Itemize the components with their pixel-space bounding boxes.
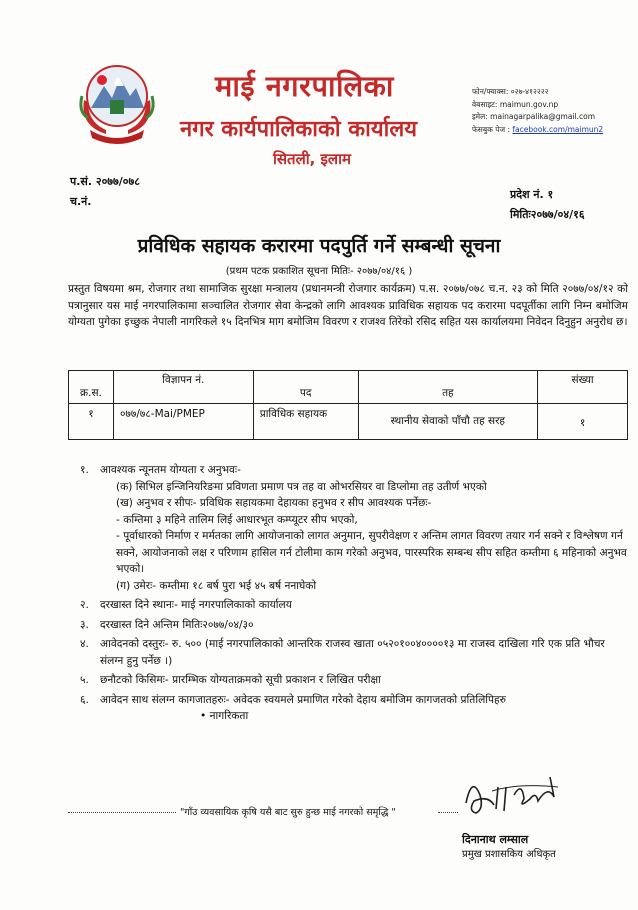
item-number: ६.	[80, 693, 89, 706]
divider	[68, 812, 176, 813]
list-item: • नागरिकता	[200, 710, 249, 722]
reference-left	[70, 172, 140, 212]
notice-subtitle: (प्रथम पटक प्रकाशित सूचना मितिः- २०७७/०४/१६ )	[225, 266, 413, 277]
contact-email: इमेल: mainagarpalika@gmail.com	[472, 112, 596, 121]
item-number: ३.	[80, 618, 89, 631]
reference-right	[510, 185, 585, 225]
table-header: संख्या	[538, 371, 628, 404]
vacancy-table	[68, 370, 628, 440]
signature-icon	[458, 765, 583, 820]
item-number: ५.	[80, 674, 89, 686]
list-item: - कम्तिमा ३ महिने तालिम लिई आधारभूत कम्प्यूटर सीप भएको,	[116, 513, 358, 526]
item-text: दरखास्त दिने अन्तिम मितिः२०७७/०४/३०	[100, 618, 254, 631]
table-header: क्र.स.	[69, 371, 114, 404]
table-cell: १	[69, 404, 114, 440]
table-cell: ०७७/७८-Mai/PMEP	[113, 404, 253, 440]
municipality-name: माई नगरपालिका	[215, 69, 394, 103]
table-header: तह	[358, 371, 538, 404]
signatory-title: प्रमुख प्रशासकिय अधिकृत	[462, 849, 556, 860]
facebook-link[interactable]: facebook.com/maimun2	[512, 124, 604, 134]
contact-block	[472, 86, 632, 136]
requirements-list	[80, 462, 628, 725]
letter-date: मितिः२०७७/०४/१६	[510, 208, 585, 221]
item-text: आवेदनको दस्तुरः- रु. ५०० (माई नगरपालिकाको आन्तरिक राजस्व खाता ०५२०१००४००००१३ मा राजस्व दाखिला गरि एक प्रति भौचर संलग्न हुनु पर्नेछ ।)	[100, 638, 605, 667]
contact-website: वेबसाइट: maimun.gov.np	[472, 99, 559, 109]
notice-intro: प्रस्तुत विषयमा श्रम, रोजगार तथा सामाजिक सुरक्षा मन्त्रालय (प्रधानमन्त्री रोजगार कार्यक्रम) प.स. २०७७/०७८ च.न. २३ को मिति २०७७/०४/१२ को पत्रानुसार यस माई नगरपालिकामा सञ्चालित रोजगार सेवा केन्द्रको लागि आवश्यक प्राविधिक सहायक पद करारमा पदपूर्तीका लागि निम्न बमोजिम योग्यता पुगेका इच्छुक नेपाली नागरिकले १५ दिनभित्र माग बमोजिम विवरण र राजश्व तिरेको रसिद सहित यस कार्यालयमा निवेदन दिनुहुन अनुरोध छ।	[68, 283, 628, 328]
item-number: ४.	[80, 638, 89, 650]
table-header: पद	[253, 371, 358, 404]
list-item	[80, 636, 628, 669]
contact-facebook	[472, 124, 632, 137]
facebook-label: फेसबुक पेज :	[472, 124, 511, 134]
table-cell: १	[538, 404, 628, 440]
item-text: छनौटको किसिमः- प्रारम्भिक योग्यताक्रमको सूची प्रकाशन र लिखित परीक्षा	[100, 674, 381, 686]
item-text: दरखास्त दिने स्थानः- माई नगरपालिकाको कार्यालय	[100, 599, 292, 611]
list-item	[80, 597, 628, 614]
item-number: १.	[80, 464, 89, 476]
list-item: - पूर्वाधारको निर्माण र मर्मतका लागि आयोजनाको लागत अनुमान, सुपरीवेक्षण र अन्तिम लागत विवरण तयार गर्न सक्ने र विश्लेषण गर्न सक्ने, आयोजनाको लक्ष र परिणाम हासिल गर्न टोलीमा काम गरेको अनुभव, पारस्परिक सम्बन्ध सीप सहित कम्तीमा ६ महिनाको अनुभव भएको।	[116, 530, 627, 575]
list-item: (ग) उमेरः- कम्तीमा १८ बर्ष पुरा भई ४५ बर्ष ननाघेको	[116, 579, 317, 592]
table-cell: प्राविधिक सहायक	[253, 404, 358, 440]
list-item	[80, 462, 628, 479]
province-number: प्रदेश नं. १	[510, 188, 554, 201]
item-text: आवश्यक न्यूनतम योग्यता र अनुभवः-	[100, 464, 241, 476]
office-name: नगर कार्यपालिकाको कार्यालय	[180, 117, 417, 142]
divider	[438, 812, 458, 813]
list-item	[80, 617, 628, 634]
item-text: आवेदन साथ संलग्न कागजातहरुः- अवेदक स्वयमले प्रमाणित गरेको देहाय बमोजिम कागजतको प्रतिलिपिहरु	[100, 693, 506, 706]
dispatch-number: च.नं.	[70, 195, 92, 208]
item-text: नागरिकता	[209, 710, 249, 722]
signatory-name: दिनानाथ लम्साल	[462, 833, 529, 846]
list-item	[80, 692, 628, 709]
table-header: विज्ञापन नं.	[113, 371, 253, 404]
list-item: (ख) अनुभव र सीपः- प्रविधिक सहायकमा देहायका हनुभव र सीप आवश्यक पर्नेछः-	[116, 497, 432, 509]
letter-number: प.सं. २०७७/०७८	[70, 175, 140, 188]
motto-text: "गाँउ व्यवसायिक कृषि यसै बाट सुरु हुन्छ माई नगरको समृद्धि "	[180, 807, 396, 818]
list-item: (क) सिभिल इन्जिनियरिङमा प्रविणता प्रमाण पत्र तह वा ओभरसियर वा डिप्लोमा तह उतीर्ण भएको	[116, 480, 487, 493]
table-row	[69, 404, 628, 440]
contact-phone: फोन/फ्याक्स: ०२७-४१२२२२	[472, 87, 549, 96]
list-item	[80, 672, 628, 689]
municipality-emblem-icon	[76, 56, 158, 144]
notice-title: प्रविधिक सहायक करारमा पदपुर्ति गर्ने सम्बन्धी सूचना	[137, 235, 501, 257]
table-cell: स्थानीय सेवाको पाँचौ तह सरह	[358, 404, 538, 440]
item-number: २.	[80, 599, 89, 611]
table-header-row	[69, 371, 628, 404]
office-location: सितली, इलाम	[273, 150, 351, 168]
signatory-block	[462, 832, 556, 862]
